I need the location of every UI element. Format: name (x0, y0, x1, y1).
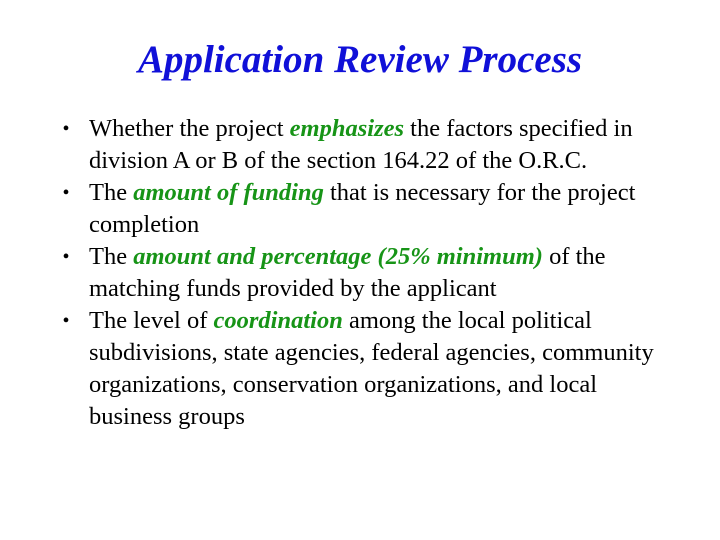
bullet-list (56, 113, 676, 433)
bullet-item (56, 305, 676, 433)
bullet-text-after: that is necessary for the project completion (89, 179, 636, 238)
bullet-text-after: the factors specified in division A or B of the section 164.22 of the O.R.C. (89, 115, 633, 174)
bullet-text-before: The level of (89, 307, 214, 334)
bullet-emphasis: emphasizes (289, 115, 405, 142)
bullet-text-before: The (89, 179, 134, 206)
bullet-item (56, 177, 676, 241)
bullet-item (56, 113, 676, 177)
bullet-emphasis: coordination (213, 307, 343, 334)
bullet-dot-icon: • (62, 246, 70, 268)
bullet-emphasis: amount of funding (133, 179, 324, 206)
bullet-text-after: among the local political subdivisions, state agencies, federal agencies, community organizations, conservation organizations, and local business groups (89, 307, 654, 430)
slide-title: Application Review Process (137, 38, 583, 81)
bullet-dot-icon: • (62, 182, 70, 204)
bullet-item (56, 241, 676, 305)
bullet-dot-icon: • (62, 118, 70, 140)
bullet-text-before: Whether the project (89, 115, 290, 142)
bullet-text-before: The (89, 243, 134, 270)
bullet-text-after: of the matching funds provided by the applicant (89, 243, 606, 302)
bullet-emphasis: amount and percentage (25% minimum) (133, 243, 543, 270)
bullet-dot-icon: • (62, 310, 70, 332)
